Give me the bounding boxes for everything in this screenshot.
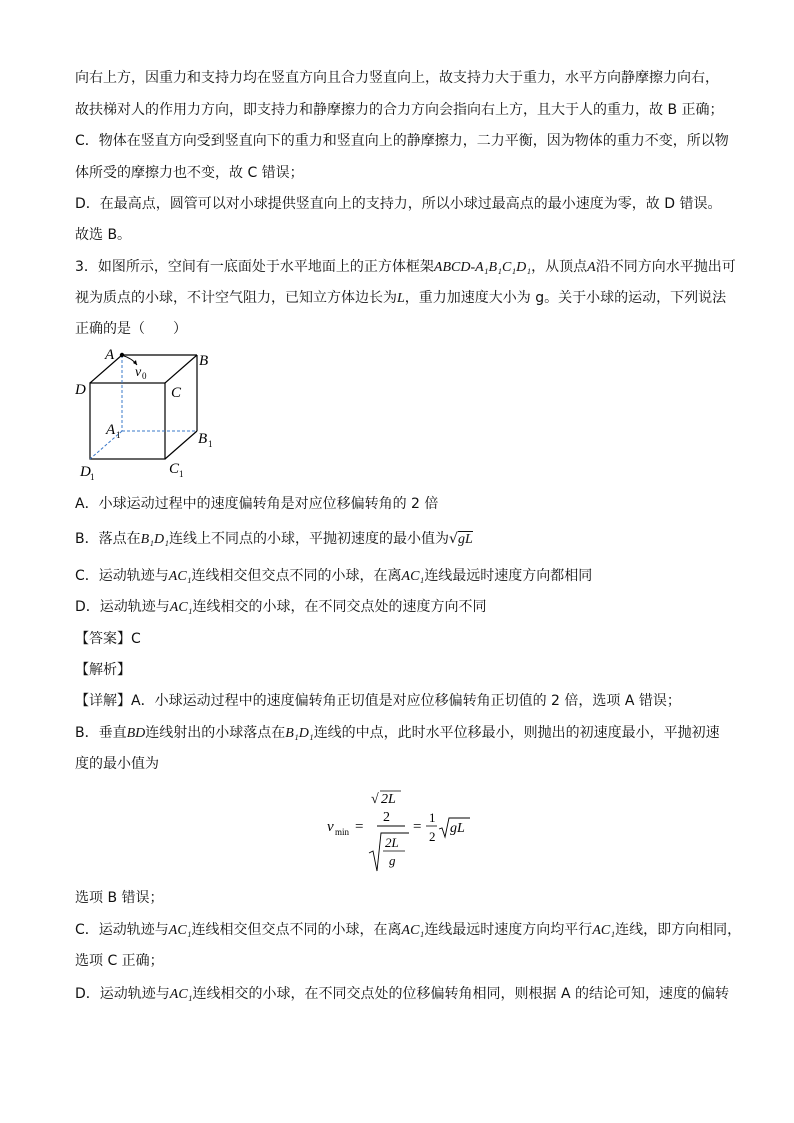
- svg-text:v: v: [135, 365, 142, 380]
- svg-text:=: =: [413, 819, 422, 835]
- svg-text:1: 1: [179, 469, 184, 479]
- question-3-line-3: 正确的是（ ）: [75, 321, 187, 337]
- option-b: B．落点在B₁D₁连线上不同点的小球，平抛初速度的最小值为√gL: [75, 531, 473, 547]
- svg-text:=: =: [355, 819, 364, 835]
- svg-text:D: D: [80, 464, 91, 480]
- svg-text:A: A: [105, 347, 115, 363]
- line-2: 故扶梯对人的作用力方向，即支持力和静摩擦力的合力方向会指向右上方，且大于人的重力，故 B 正确；: [75, 102, 724, 118]
- option-a: A．小球运动过程中的速度偏转角是对应位移偏转角的 2 倍: [75, 496, 439, 512]
- svg-text:v: v: [327, 819, 334, 835]
- option-c: C．运动轨迹与AC₁连线相交但交点不同的小球，在离AC₁连线最远时速度方向都相同: [75, 568, 593, 584]
- line-3: C．物体在竖直方向受到竖直向下的重力和竖直向上的静摩擦力，二力平衡，因为物体的重力不变，所以物: [75, 133, 729, 149]
- question-3-line-2: 视为质点的小球，不计空气阻力，已知立方体边长为L，重力加速度大小为 g。关于小球的运动，下列说法: [75, 290, 727, 306]
- detail-b-line-2: 度的最小值为: [75, 756, 159, 772]
- line-4: 体所受的摩擦力也不变，故 C 错误；: [75, 165, 304, 181]
- detail-a: 【详解】A．小球运动过程中的速度偏转角正切值是对应位移偏转角正切值的 2 倍，选项 A 错误；: [75, 693, 681, 709]
- detail-b-conclusion: 选项 B 错误；: [75, 890, 164, 906]
- svg-text:1: 1: [429, 810, 436, 825]
- svg-text:gL: gL: [450, 821, 465, 836]
- svg-text:B: B: [199, 353, 209, 369]
- svg-text:2: 2: [429, 829, 436, 844]
- line-1: 向右上方，因重力和支持力均在竖直方向且合力竖直向上，故支持力大于重力，水平方向静摩擦力向右，: [75, 70, 719, 86]
- answer-line: 【答案】C: [75, 631, 141, 647]
- svg-text:min: min: [335, 827, 350, 837]
- detail-c-line-2: 选项 C 正确；: [75, 953, 164, 969]
- svg-text:0: 0: [142, 371, 147, 381]
- option-d: D．运动轨迹与AC₁连线相交的小球，在不同交点处的速度方向不同: [75, 599, 487, 615]
- svg-text:2L: 2L: [381, 792, 396, 807]
- svg-text:√: √: [371, 792, 379, 807]
- cube-figure: [75, 343, 220, 483]
- svg-text:1: 1: [116, 430, 121, 440]
- svg-text:1: 1: [208, 439, 213, 449]
- line-6: 故选 B。: [75, 227, 132, 243]
- svg-text:C: C: [171, 385, 182, 401]
- analysis-tag: 【解析】: [75, 662, 131, 678]
- svg-text:2L: 2L: [385, 835, 399, 850]
- svg-text:g: g: [389, 853, 396, 868]
- detail-b-line-1: B．垂直BD连线射出的小球落点在B₁D₁连线的中点，此时水平位移最小，则抛出的初速度最小，平抛初速: [75, 725, 720, 741]
- min-velocity-formula: [325, 785, 475, 875]
- svg-text:1: 1: [90, 472, 95, 482]
- svg-text:B: B: [198, 431, 208, 447]
- svg-text:D: D: [75, 382, 86, 398]
- svg-text:2: 2: [383, 810, 390, 825]
- question-3-line-1: 3．如图所示，空间有一底面处于水平地面上的正方体框架ABCD-A₁B₁C₁D₁，从顶点A沿不同方向水平抛出可: [75, 259, 736, 275]
- svg-text:A: A: [106, 422, 116, 438]
- detail-c-line-1: C．运动轨迹与AC₁连线相交但交点不同的小球，在离AC₁连线最远时速度方向均平行AC₁连线，即方向相同，: [75, 922, 742, 938]
- detail-d-line-1: D．运动轨迹与AC₁连线相交的小球，在不同交点处的位移偏转角相同，则根据 A 的结论可知，速度的偏转: [75, 986, 730, 1002]
- svg-text:C: C: [169, 461, 180, 477]
- line-5: D．在最高点，圆管可以对小球提供竖直向上的支持力，所以小球过最高点的最小速度为零，故 D 错误。: [75, 196, 722, 212]
